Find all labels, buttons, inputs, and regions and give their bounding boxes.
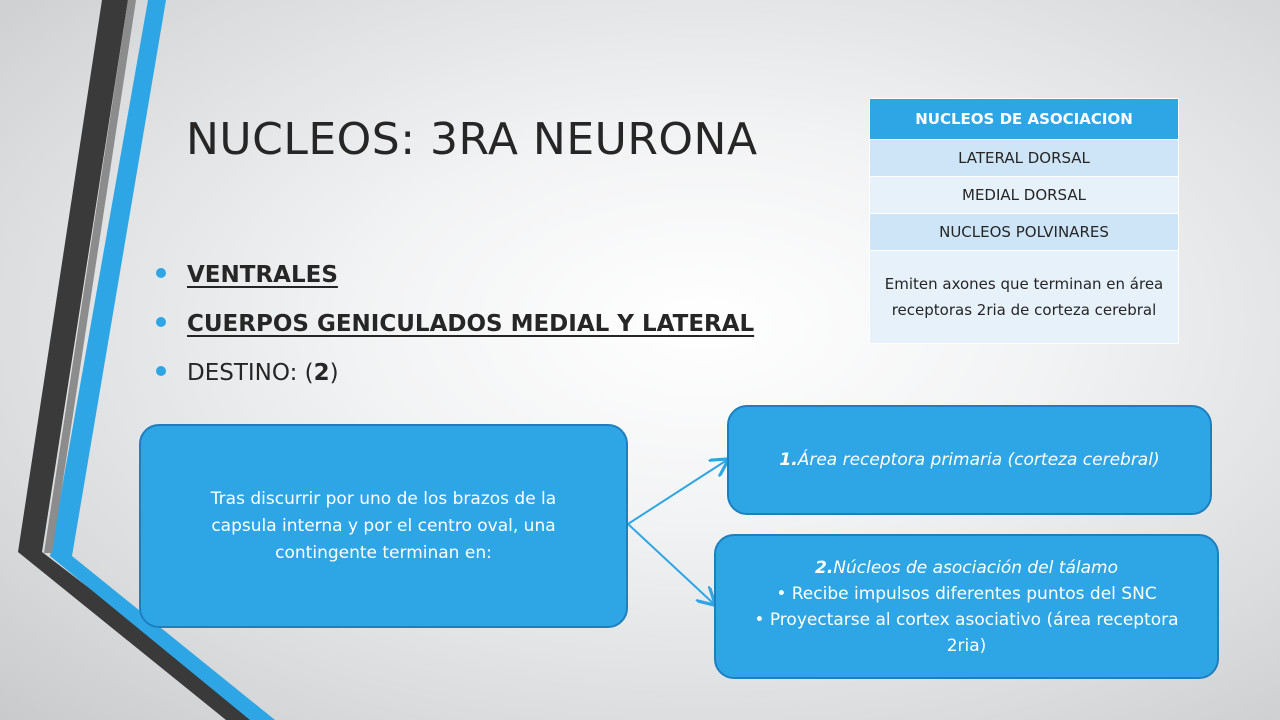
bullet-dot-icon [156,317,166,327]
box2-item: Proyectarse al cortex asociativo (área receptora 2ria) [769,609,1179,656]
bullet-text-prefix: DESTINO: ( [187,360,314,386]
bullet-dot-icon [156,268,166,278]
bullet-text: VENTRALES [187,262,338,288]
box1-number: 1. [779,450,798,470]
bullet-number: 2 [313,360,330,386]
table-row: MEDIAL DORSAL [870,177,1179,214]
bullet-list [156,262,754,409]
destination-box-1 [727,405,1212,515]
bullet-text: CUERPOS GENICULADOS MEDIAL Y LATERAL [187,311,755,337]
bullet-dot-icon [156,366,166,376]
asociacion-table [869,98,1179,344]
box2-number: 2. [814,557,834,578]
main-box-text: Tras discurrir por uno de los brazos de la capsula interna y por el centro oval, una contingente terminan en: [210,488,557,563]
table-row: Emiten axones que terminan en área receptoras 2ria de corteza cerebral [870,251,1179,344]
bullet-item-cuerpos [156,311,754,360]
box2-item: Recibe impulsos diferentes puntos del SNC [791,583,1157,604]
bullet-text-suffix: ) [329,360,339,386]
box1-text: Área receptora primaria (corteza cerebral) [797,450,1160,470]
table-header: NUCLEOS DE ASOCIACION [870,99,1179,140]
bullet-item-destino [156,360,754,409]
table-row: NUCLEOS POLVINARES [870,214,1179,251]
main-flow-box [139,424,628,628]
box2-heading: Núcleos de asociación del tálamo [833,557,1118,578]
destination-box-2: 2.Núcleos de asociación del tálamo • Recibe impulsos diferentes puntos del SNC • Proyectarse al cortex asociativo (área receptora 2ria) [714,534,1219,679]
table-row: LATERAL DORSAL [870,140,1179,177]
bullet-item-ventrales [156,262,754,311]
slide-title: NUCLEOS: 3RA NEURONA [186,114,758,165]
